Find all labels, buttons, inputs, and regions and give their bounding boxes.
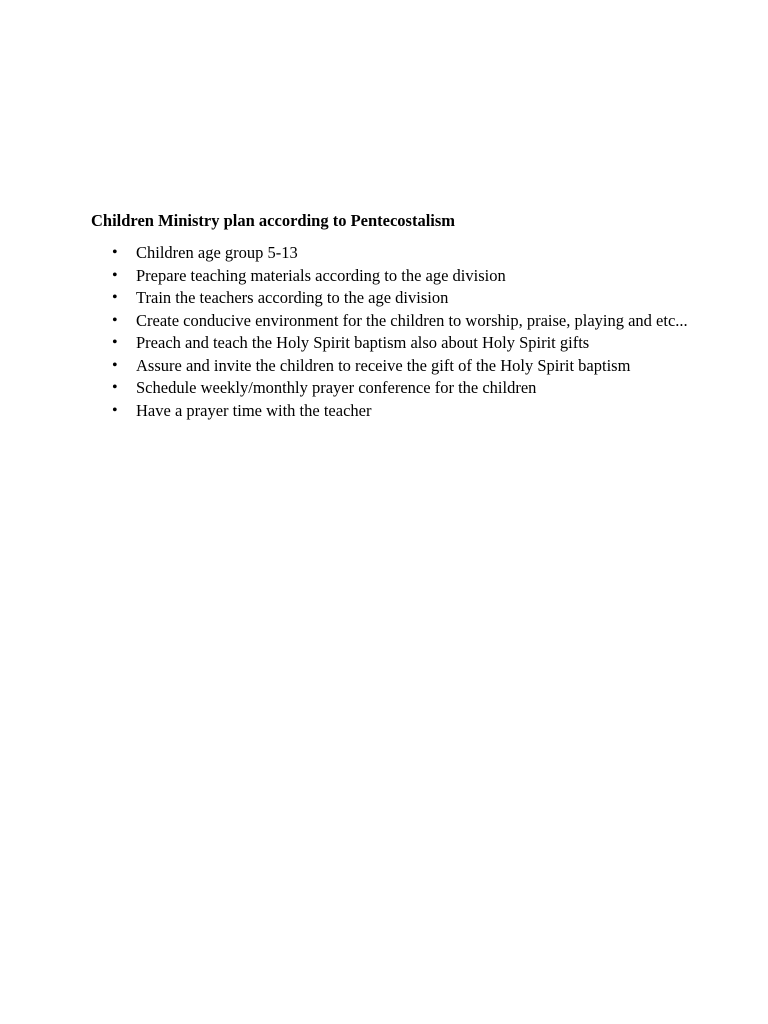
bullet-icon: • [112, 289, 118, 306]
list-item [91, 377, 691, 400]
list-item-text: Prepare teaching materials according to the age division [136, 265, 506, 285]
list-item-text: Assure and invite the children to receive the gift of the Holy Spirit baptism [136, 355, 631, 375]
list-item-text: Preach and teach the Holy Spirit baptism also about Holy Spirit gifts [136, 333, 590, 352]
document-heading: Children Ministry plan according to Pentecostalism [91, 211, 456, 230]
list-item [91, 265, 691, 288]
list-item [91, 310, 691, 333]
bullet-icon: • [112, 311, 118, 329]
list-item [91, 242, 691, 265]
bullet-icon: • [112, 379, 118, 396]
list-item [91, 355, 691, 378]
list-item [91, 400, 691, 423]
bullet-icon: • [112, 356, 118, 374]
bullet-list [91, 242, 691, 422]
bullet-icon: • [112, 334, 118, 351]
list-item-text: Have a prayer time with the teacher [136, 400, 372, 420]
list-item-text: Schedule weekly/monthly prayer conference for the children [136, 378, 537, 397]
list-item-text: Train the teachers according to the age division [136, 288, 449, 307]
bullet-icon: • [112, 244, 118, 261]
bullet-icon: • [112, 266, 118, 284]
list-item [91, 332, 691, 355]
list-item-text: Create conducive environment for the children to worship, praise, playing and etc... [136, 310, 688, 330]
list-item-text: Children age group 5-13 [136, 243, 298, 262]
list-item [91, 287, 691, 310]
document-body [91, 210, 691, 422]
bullet-icon: • [112, 401, 118, 419]
